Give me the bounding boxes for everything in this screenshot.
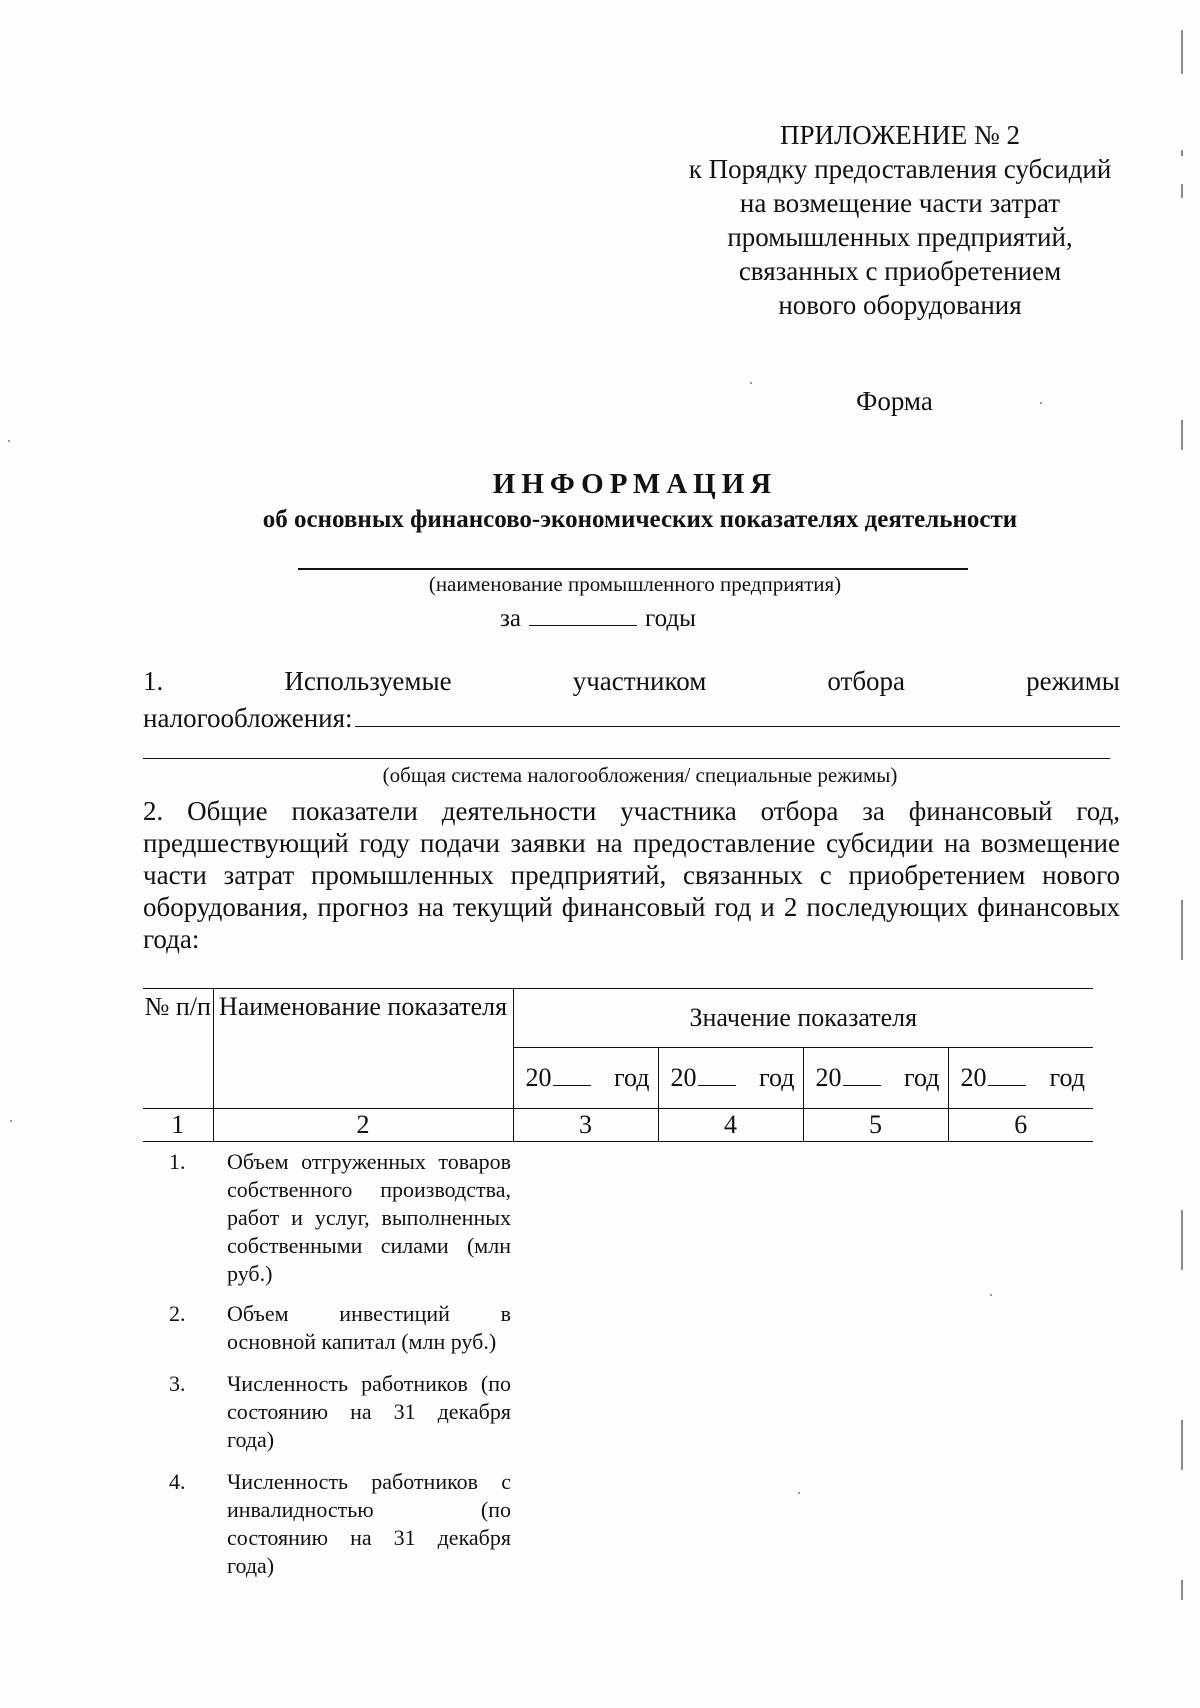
- section1-word: отбора: [827, 666, 906, 696]
- tax-regime-blank-line[interactable]: [143, 758, 1110, 759]
- row-number: 2.: [169, 1301, 186, 1326]
- scan-speck: [1040, 402, 1042, 404]
- column-number: 3: [513, 1109, 658, 1142]
- table-row: [143, 1300, 543, 1360]
- column-number: 2: [213, 1109, 513, 1142]
- appendix-line: промышленных предприятий,: [727, 222, 1073, 252]
- scan-speck: [750, 382, 752, 384]
- appendix-line: к Порядку предоставления субсидий: [688, 154, 1112, 184]
- section1-word: участником: [572, 666, 707, 696]
- tax-regime-blank[interactable]: [355, 700, 1120, 727]
- years-field-row: [500, 603, 900, 633]
- table-row: [143, 1468, 543, 1578]
- year-cell: [948, 1048, 1093, 1109]
- year-cell: [658, 1048, 803, 1109]
- header-number: № п/п: [144, 992, 211, 1021]
- header-number-cell: [143, 989, 213, 1109]
- scan-edge-mark: [1181, 30, 1183, 74]
- appendix-header: [640, 118, 1160, 322]
- year-blank[interactable]: [553, 1065, 591, 1086]
- appendix-line: на возмещение части затрат: [739, 188, 1061, 218]
- years-blank[interactable]: [529, 603, 637, 626]
- section1-word: Используемые: [284, 666, 452, 696]
- scan-speck: [10, 1120, 12, 1122]
- year-label: [671, 1063, 736, 1093]
- section2-paragraph: 2. Общие показатели деятельности участника отбора за финансовый год, предшествующий году подачи заявки на предоставление субсидии на возмещение части затрат промышленных предприятий, связанных с приобретением нового оборудования, прогноз на текущий финансовый год и 2 последующих финансовых года:: [143, 796, 1120, 954]
- document-subtitle: об основных финансово-экономических показателях деятельности: [262, 506, 1018, 533]
- company-name-blank-line[interactable]: [298, 568, 968, 570]
- column-number: 4: [658, 1109, 803, 1142]
- tax-regime-caption: (общая система налогообложения/ специальные режимы): [382, 763, 898, 787]
- header-value-cell: [513, 989, 1093, 1048]
- year-label: [816, 1063, 881, 1093]
- year-prefix: 20: [670, 1063, 697, 1092]
- appendix-title: ПРИЛОЖЕНИЕ № 2: [779, 120, 1021, 150]
- indicators-table: [143, 988, 1093, 1142]
- scan-edge-mark: [1181, 900, 1183, 960]
- document-title: ИНФОРМАЦИЯ: [492, 468, 778, 500]
- year-suffix: год: [904, 1063, 940, 1092]
- column-number: 6: [948, 1109, 1093, 1142]
- year-cell: [513, 1048, 658, 1109]
- year-label: [526, 1063, 591, 1093]
- column-number: 1: [143, 1109, 213, 1142]
- section1-word: режимы: [1026, 666, 1120, 696]
- row-indicator-name: Численность работников (по состоянию на 31 декабря года): [227, 1371, 511, 1452]
- scan-speck: [798, 1492, 800, 1494]
- section1-second-line: [143, 700, 1120, 734]
- years-suffix: годы: [644, 605, 696, 632]
- year-suffix: год: [614, 1063, 650, 1092]
- column-number: 5: [803, 1109, 948, 1142]
- header-name: Наименование показателя: [218, 992, 508, 1021]
- table-row: [143, 1148, 543, 1288]
- row-indicator-name: Объем инвестиций в основной капитал (млн руб.): [227, 1301, 511, 1354]
- scan-edge-mark: [1181, 150, 1183, 156]
- scan-edge-mark: [1181, 1580, 1183, 1600]
- header-name-cell: [213, 989, 513, 1109]
- appendix-line: нового оборудования: [778, 290, 1022, 320]
- years-prefix: за: [500, 605, 521, 632]
- scan-edge-mark: [1181, 1420, 1183, 1470]
- year-blank[interactable]: [843, 1065, 881, 1086]
- year-prefix: 20: [960, 1063, 987, 1092]
- row-indicator-name: Численность работников с инвалидностью (по состоянию на 31 декабря года): [227, 1469, 511, 1578]
- year-suffix: год: [759, 1063, 795, 1092]
- scan-edge-mark: [1181, 184, 1183, 198]
- table-row: [143, 1370, 543, 1454]
- year-label: [961, 1063, 1026, 1093]
- appendix-line: связанных с приобретением: [738, 256, 1062, 286]
- row-number: 3.: [169, 1371, 186, 1396]
- year-prefix: 20: [815, 1063, 842, 1092]
- scan-speck: [8, 440, 10, 442]
- section1-word: 1.: [143, 666, 164, 696]
- section1-first-line: [143, 666, 1120, 697]
- header-value: Значение показателя: [689, 1003, 918, 1032]
- year-prefix: 20: [525, 1063, 552, 1092]
- section1-label: налогообложения:: [143, 703, 353, 733]
- year-suffix: год: [1049, 1063, 1085, 1092]
- scan-edge-mark: [1181, 1210, 1183, 1270]
- row-number: 1.: [169, 1149, 186, 1174]
- form-label: Форма: [856, 386, 933, 416]
- company-name-caption: (наименование промышленного предприятия): [428, 572, 842, 596]
- scan-edge-mark: [1181, 420, 1183, 450]
- year-blank[interactable]: [988, 1065, 1026, 1086]
- row-number: 4.: [169, 1469, 186, 1494]
- scan-speck: [990, 1294, 992, 1296]
- year-blank[interactable]: [698, 1065, 736, 1086]
- year-cell: [803, 1048, 948, 1109]
- row-indicator-name: Объем отгруженных товаров собственного производства, работ и услуг, выполненных собственными силами (млн руб.): [227, 1149, 511, 1286]
